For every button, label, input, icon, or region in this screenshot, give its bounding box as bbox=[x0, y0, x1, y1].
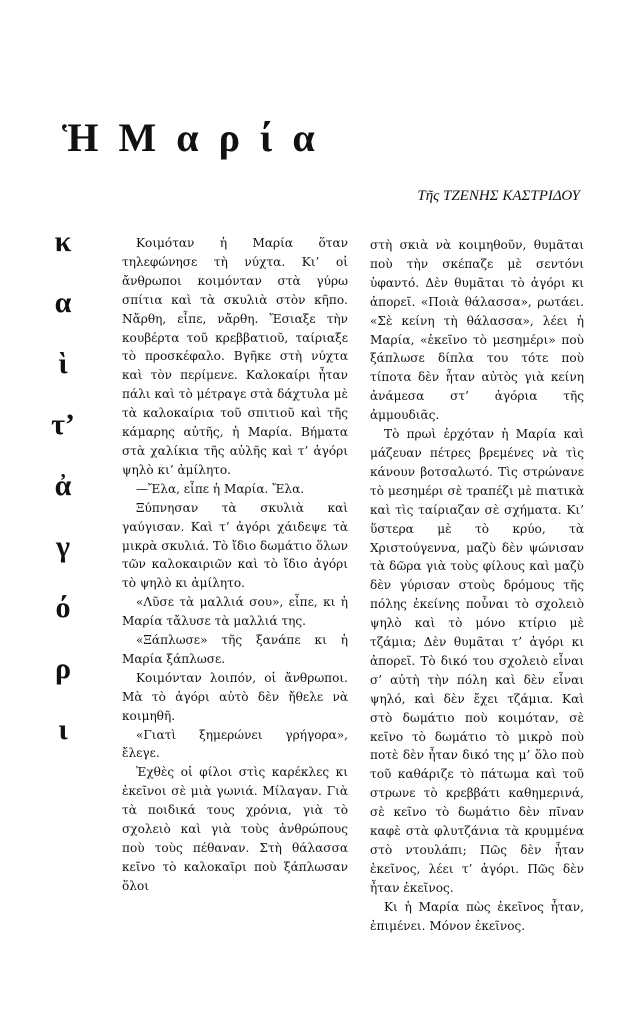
paragraph: Κοιμόνταν λοιπόν, οἱ ἄνθρωποι. Μὰ τὸ ἀγόρι αὐτὸ δὲν ἤθελε νὰ κοιμηθῆ. bbox=[122, 670, 348, 723]
author-byline: Τῆς ΤΖΕΝΗΣ ΚΑΣΤΡΙΔΟΥ bbox=[417, 188, 580, 204]
vertical-title-letter: ὶ bbox=[58, 347, 68, 380]
vertical-title-letter: α bbox=[54, 286, 72, 319]
paragraph: —Ἔλα, εἶπε ἡ Μαρία. Ἔλα. bbox=[136, 481, 305, 496]
vertical-title-letter: ι bbox=[58, 713, 68, 746]
vertical-title-letter: ἀ bbox=[54, 469, 72, 502]
paragraph: Ξύπνησαν τὰ σκυλιὰ καὶ γαύγισαν. Καὶ τ’ ἀγόρι χάιδεψε τὰ μικρὰ σκυλιά. Τὸ ἴδιο δωμάτιο ὅλων τῶν καλοκαιριῶν καὶ τὸ ἴδιο ἀγόρι τὸ ψηλὸ κι ἀμίλητο. bbox=[122, 500, 348, 591]
paragraph: «Λῦσε τὰ μαλλιά σου», εἶπε, κι ἡ Μαρία τἄλυσε τὰ μαλλιά της. bbox=[122, 595, 348, 629]
title-word-article: Ἡ bbox=[62, 115, 99, 160]
text-column-left bbox=[122, 234, 348, 896]
text-column-right bbox=[370, 236, 584, 936]
vertical-title-letter: ό bbox=[55, 591, 71, 624]
title-word-name: Μαρία bbox=[118, 115, 335, 160]
vertical-title bbox=[48, 222, 78, 771]
vertical-title-letter: τ’ bbox=[51, 408, 75, 441]
vertical-title-letter: κ bbox=[54, 225, 72, 258]
vertical-title-letter: γ bbox=[55, 530, 71, 563]
paragraph: Ἐχθὲς οἱ φίλοι στὶς καρέκλες κι ἐκεῖνοι σὲ μιὰ γωνιά. Μίλαγαν. Γιὰ τὰ ποιδικά τους χρόνια, γιὰ τὸ σχολειὸ καὶ γιὰ τοὺς ἀνθρώπους ποὺ τοὺς πέθαναν. Στὴ θάλασσα κεῖνο τὸ καλοκαῖρι ποὺ ξάπλωσαν ὅλοι bbox=[122, 765, 348, 893]
paragraph: «Γιατὶ ξημερώνει γρήγορα», ἔλεγε. bbox=[122, 727, 348, 761]
paragraph: στὴ σκιὰ νὰ κοιμηθοῦν, θυμᾶται ποὺ τὴν σκέπαζε μὲ σεντόνι ὑφαντό. Δὲν θυμᾶται τὸ ἀγόρι κι ἀπορεῖ. «Ποιὰ θάλασσα», ρωτάει. «Σὲ κείνη τὴ θάλασσα», λέει ἡ Μαρία, «ἐκεῖνο τὸ μεσημέρι» ποὺ ξάπλωσε δίπλα του τότε ποὺ τίποτα δὲν ἦταν αὐτὸς γιὰ κείνη ἀνάμεσα στ’ ἀγόρια τῆς ἀμμουδιᾶς. bbox=[370, 238, 584, 423]
vertical-title-letter: ρ bbox=[54, 652, 72, 685]
paragraph: Κι ἡ Μαρία πὼς ἐκεῖνος ἦταν, ἐπιμένει. Μόνον ἐκεῖνος. bbox=[370, 899, 584, 933]
article-title bbox=[62, 115, 382, 160]
paragraph: Κοιμόταν ἡ Μαρία ὅταν τηλεφώνησε τὴ νύχτα. Κι’ οἱ ἄνθρωποι κοιμόνταν στὰ γύρω σπίτια καὶ τὰ σκυλιὰ στὸν κῆπο. Νἄρθη, εἶπε, νἄρθη. Ἔσιαξε τὴν κουβέρτα τοῦ κρεββατιοῦ, ταίριαξε τὸ προσκέφαλο. Βγῆκε στὴ νύχτα καὶ τὸν περίμενε. Καλοκαίρι ἦταν πάλι καὶ τὸ μέτραγε στὰ δάχτυλα μὲ τὰ καλοκαίρια τοῦ σπιτιοῦ καὶ τῆς κάμαρης αὐτῆς, ἡ Μαρία. Βήματα στὰ χαλίκια τῆς αὐλῆς καὶ τ’ ἀγόρι ψηλὸ κι’ ἀμίλητο. bbox=[122, 236, 348, 477]
paragraph: Τὸ πρωὶ ἐρχόταν ἡ Μαρία καὶ μάζευαν πέτρες βρεμένες νὰ τὶς κάνουν βοτσαλωτό. Τὶς στρώνανε τὸ μεσημέρι σὲ τραπέζι μὲ πιατικὰ καὶ τὶς ταίριαζαν σὲ σχήματα. Κι’ ὕστερα μὲ τὸ κρύο, τὰ Χριστούγεννα, μαζὺ δὲν ψώνισαν τὰ δῶρα γιὰ τοὺς φίλους καὶ μαζὺ δὲν γύρισαν στοὺς δρόμους τῆς πόλης ἐκείνης ποὖναι τὸ σχολειὸ ψηλὸ καὶ τὸ μόνο κτίριο μὲ τζάμια; Δὲν θυμᾶται τ’ ἀγόρι κι ἀπορεῖ. Τὸ δικό του σχολειὸ εἶναι σ’ αὐτὴ τὴν πόλη καὶ δὲν εἶναι ψηλό, καὶ δὲν ἔχει τζάμια. Καὶ στὸ δωμάτιο ποὺ κοιμόταν, σὲ κεῖνο τὸ δωμάτιο τὸ μικρὸ ποὺ ποτὲ δὲν ἦταν δικό της μ’ ὅλο ποὺ τοῦ καθάριζε τὸ πάτωμα καὶ τοῦ στρωνε τὸ κρεββάτι καθημερινά, σὲ κεῖνο τὸ δωμάτιο δὲν πῖναν καφὲ στὰ φλυτζάνια τὰ κρυμμένα στὸ ντουλάπι; Πῶς δὲν ἦταν ἐκεῖνος, λέει τ’ ἀγόρι. Πῶς δὲν ἦταν ἐκεῖνος. bbox=[370, 427, 584, 895]
paragraph: «Ξάπλωσε» τῆς ξανάπε κι ἡ Μαρία ξάπλωσε. bbox=[122, 633, 348, 666]
